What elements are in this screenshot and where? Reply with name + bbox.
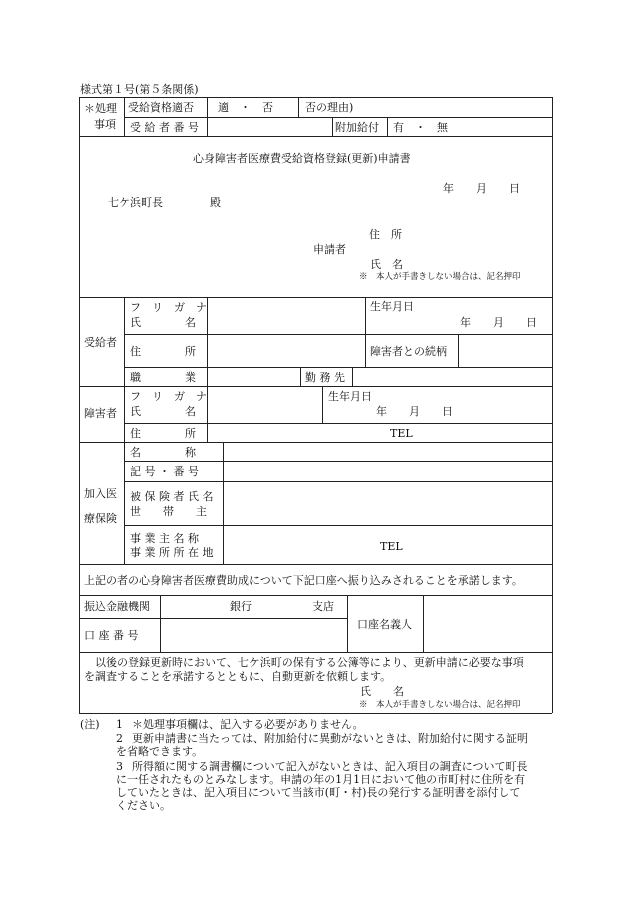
recipient-number-label: 受 給 者 番 号 — [130, 121, 199, 134]
bank-institution-label: 振込金融機関 — [84, 600, 150, 613]
note-line: ＊処理事項欄は、記入する必要がありません。 — [132, 718, 364, 731]
insurance-name-label: 名 称 — [130, 446, 196, 459]
occupation-label: 職 業 — [130, 371, 196, 384]
account-holder-label: 口座名義人 — [357, 618, 412, 631]
employer-field[interactable] — [225, 527, 375, 562]
processing-label-2: 事項 — [94, 118, 116, 131]
insurance-symbol-label: 記 号 ・ 番 号 — [130, 465, 199, 478]
disabled-section-label: 障害者 — [84, 407, 117, 420]
note-number: 3 — [116, 760, 123, 773]
recipient-address-field[interactable] — [209, 336, 363, 365]
recipient-furigana-label: フ リ ガ ナ — [130, 301, 207, 314]
rejection-reason-label: 否の理由) — [305, 101, 354, 114]
consent-transfer: 上記の者の心身障害者医療費助成について下記口座へ振り込みされることを承諾します。 — [84, 574, 523, 587]
note-line: ください。 — [116, 799, 171, 812]
insurance-section-label-1: 加入医 — [84, 487, 117, 500]
note-line: を省略できます。 — [116, 745, 204, 758]
note-line: 所得額に関する調書欄について記入がないときは、記入項目の調査について町長 — [132, 760, 528, 773]
disabled-birth-label: 生年月日 — [328, 390, 372, 403]
disabled-tel-label: TEL — [390, 427, 413, 440]
employer-address-label: 事 業 所 所 在 地 — [130, 546, 214, 559]
application-seal-note: ※ 本人が手書きしない場合は、記名押印 — [359, 272, 521, 282]
renewal-consent-line2: を調査することを承諾するとともに、自動更新を依頼します。 — [84, 670, 392, 683]
employer-name-label: 事 業 主 名 称 — [130, 532, 199, 545]
bank-name-field[interactable] — [162, 597, 345, 616]
applicant-address-label: 住 所 — [369, 228, 402, 241]
applicant-label: 申請者 — [313, 243, 346, 256]
note-number: 1 — [116, 718, 123, 731]
insurance-name-field[interactable] — [225, 444, 550, 459]
household-head-label: 世 帯 主 — [130, 505, 207, 518]
relation-field[interactable] — [460, 336, 550, 365]
note-line: に一任されたものとみなします。申請の年の1月1日において他の市町村に住所を有 — [116, 773, 526, 786]
additional-benefit-label: 附加給付 — [335, 121, 379, 134]
account-holder-field[interactable] — [425, 597, 550, 650]
insured-name-field[interactable] — [225, 483, 550, 523]
note-line: 更新申請書に当たっては、附加給付に異動がないときは、附加給付に関する証明 — [132, 732, 528, 745]
recipient-number-field[interactable] — [209, 119, 330, 134]
eligibility-options[interactable]: 適 ・ 否 — [218, 101, 273, 114]
recipient-name-label: 氏 名 — [130, 316, 196, 329]
notes-prefix: (注) — [80, 718, 100, 731]
disabled-furigana-label: フ リ ガ ナ — [130, 390, 207, 403]
account-number-field[interactable] — [162, 620, 345, 650]
renewal-consent-line1: 以後の登録更新時において、七ケ浜町の保有する公簿等により、更新申請に必要な事項 — [84, 656, 524, 669]
relation-label: 障害者との続柄 — [370, 345, 447, 358]
recipient-birth-date[interactable]: 年 月 日 — [460, 316, 537, 329]
honorific: 殿 — [210, 196, 221, 209]
form-number: 様式第１号(第５条関係) — [80, 83, 199, 96]
processing-label-1: ＊処理 — [84, 102, 117, 115]
note-line: していたときは、記入項目について当該市(町・村)長の発行する証明書を添付して — [116, 786, 521, 799]
insured-name-label: 被 保 険 者 氏 名 — [130, 490, 214, 503]
disabled-birth-date[interactable]: 年 月 日 — [376, 405, 453, 418]
recipient-name-field[interactable] — [209, 299, 363, 332]
recipient-address-label: 住 所 — [130, 345, 196, 358]
insurance-tel-label: TEL — [380, 540, 403, 553]
occupation-field[interactable] — [209, 369, 298, 384]
disabled-address-label: 住 所 — [130, 427, 196, 440]
disabled-address-field[interactable] — [209, 425, 389, 440]
insurance-section-label-2: 療保険 — [84, 512, 117, 525]
workplace-field[interactable] — [354, 369, 550, 384]
account-number-label: 口 座 番 号 — [84, 629, 139, 642]
bank-suffix: 銀行 — [230, 600, 252, 613]
recipient-birth-label: 生年月日 — [370, 300, 414, 313]
branch-suffix: 支店 — [312, 600, 334, 613]
additional-benefit-options[interactable]: 有 ・ 無 — [393, 121, 448, 134]
application-date[interactable]: 年 月 日 — [443, 182, 520, 195]
disabled-name-label: 氏 名 — [130, 405, 196, 418]
application-title: 心身障害者医療費受給資格登録(更新)申請書 — [193, 152, 411, 165]
renewal-name-label: 氏 名 — [360, 685, 404, 698]
addressee: 七ケ浜町長 — [108, 196, 163, 209]
renewal-seal-note: ※ 本人が手書きしない場合は、記名押印 — [359, 700, 521, 710]
eligibility-label: 受給資格適否 — [128, 101, 194, 114]
recipient-section-label: 受給者 — [84, 336, 117, 349]
disabled-name-field[interactable] — [209, 388, 320, 421]
note-number: 2 — [116, 732, 123, 745]
applicant-name-label: 氏 名 — [370, 258, 403, 271]
insurance-symbol-field[interactable] — [225, 463, 550, 479]
workplace-label: 勤 務 先 — [305, 371, 345, 384]
